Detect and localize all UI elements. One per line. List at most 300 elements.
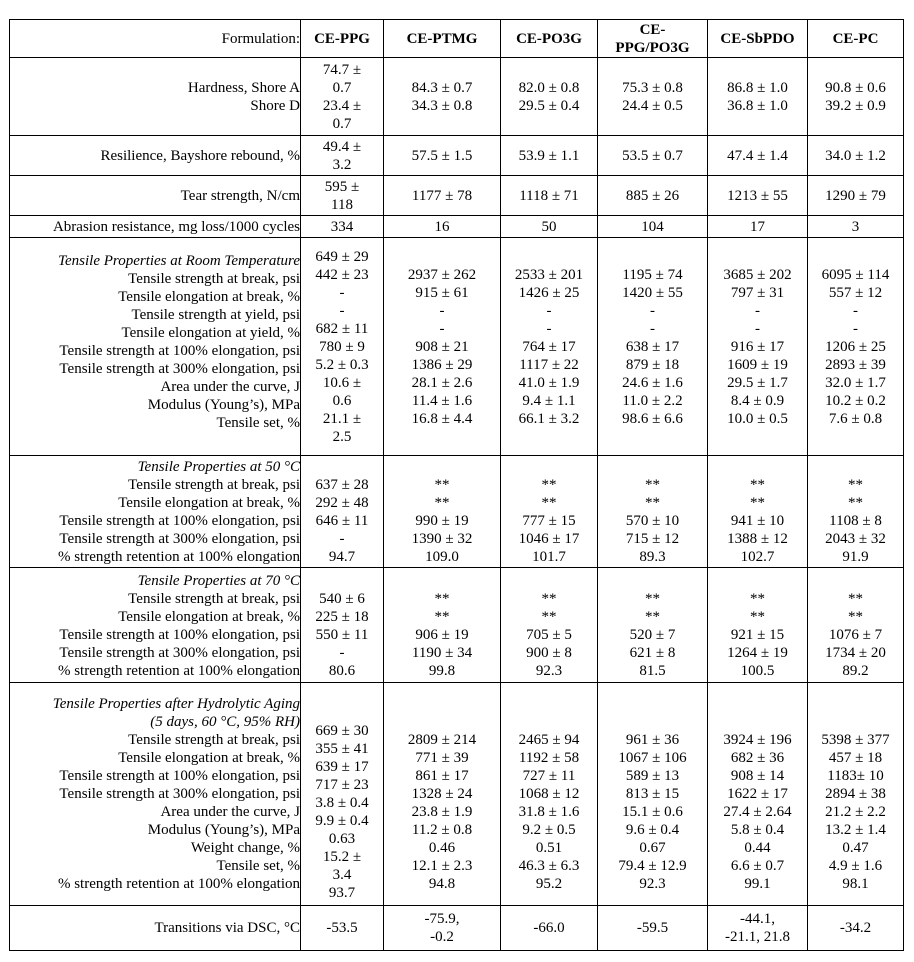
cell-value: 637 ± 28 — [315, 477, 369, 493]
row-label: Resilience, Bayshore rebound, % — [100, 147, 300, 164]
cell-value: 84.3 ± 0.7 — [411, 79, 473, 96]
row-label: % strength retention at 100% elongation — [57, 876, 300, 892]
cell-value: 23.8 ± 1.9 — [411, 804, 473, 820]
cell-ce-pc-formulation-header — [808, 20, 904, 58]
cell-value: 1190 ± 34 — [411, 645, 473, 661]
cell-value: 53.9 ± 1.1 — [518, 147, 580, 164]
cell-value: 1117 ± 22 — [519, 357, 579, 373]
cell-value: 1264 ± 19 — [727, 645, 788, 661]
cell-value: 570 ± 10 — [625, 513, 680, 529]
cell-value: 2809 ± 214 — [407, 732, 477, 748]
cell-ce-pc-tensile-room-temp — [808, 238, 904, 456]
cell-value: 11.0 ± 2.2 — [622, 393, 683, 409]
row-tensile-room-temp — [10, 238, 904, 456]
cell-value: 813 ± 15 — [625, 786, 680, 802]
cell-value: 0.7 — [332, 79, 352, 96]
cell-ce-sbpdo-tensile-70c — [708, 568, 808, 683]
cell-value: 89.3 — [639, 549, 666, 565]
cell-value: - — [853, 321, 858, 337]
cell-value: 292 ± 48 — [315, 495, 369, 511]
cell-value: 80.6 — [328, 663, 356, 679]
cell-value: - — [439, 321, 445, 337]
row-label: % strength retention at 100% elongation — [57, 549, 300, 565]
cell-value: 34.3 ± 0.8 — [411, 97, 473, 114]
cell-value: 50 — [541, 218, 557, 235]
cell-value: 916 ± 17 — [730, 339, 785, 355]
cell-value: ** — [434, 609, 450, 625]
row-label: Tensile strength at break, psi — [128, 477, 300, 493]
row-label: Hardness, Shore A — [187, 79, 300, 96]
cell-value: 797 ± 31 — [730, 285, 785, 301]
row-label: Modulus (Young’s), MPa — [147, 822, 300, 838]
cell-value: 3924 ± 196 — [723, 732, 792, 748]
cell-value: - — [339, 645, 345, 661]
cell-value: 5.2 ± 0.3 — [315, 357, 369, 373]
cell-value: 9.4 ± 1.1 — [522, 393, 576, 409]
cell-ce-ppg-formulation-header — [301, 20, 384, 58]
cell-value: 9.9 ± 0.4 — [315, 813, 369, 829]
row-tensile-50c — [10, 456, 904, 568]
cell-ce-sbpdo-hardness — [708, 58, 808, 136]
cell-value: 457 ± 18 — [828, 750, 883, 766]
cell-value: ** — [645, 477, 660, 493]
cell-value: - — [339, 303, 345, 319]
cell-value: 94.8 — [428, 876, 456, 892]
cell-value: - — [650, 321, 655, 337]
cell-value: -0.2 — [430, 929, 454, 945]
cell-value: 442 ± 23 — [315, 267, 369, 283]
cell-value: 17 — [750, 218, 765, 235]
cell-ce-sbpdo-tensile-50c — [708, 456, 808, 568]
label-cell-tensile-70c — [10, 568, 301, 683]
cell-value: ** — [645, 591, 660, 607]
cell-value: 36.8 ± 1.0 — [727, 97, 788, 114]
cell-value: 21.2 ± 2.2 — [825, 804, 886, 820]
cell-value: 94.7 — [328, 549, 356, 565]
cell-value: ** — [750, 495, 765, 511]
cell-ce-ppg-tensile-50c — [301, 456, 384, 568]
row-label: Area under the curve, J — [160, 379, 300, 395]
cell-ce-ppg-po3g-tensile-room-temp — [598, 238, 708, 456]
cell-value: 1734 ± 20 — [825, 645, 886, 661]
row-label: Tensile strength at 100% elongation, psi — [59, 768, 300, 784]
cell-value: 0.6 — [332, 393, 352, 409]
cell-ce-po3g-tear-strength — [501, 176, 598, 216]
cell-value: ** — [848, 609, 863, 625]
row-label: Tensile elongation at break, % — [118, 495, 300, 511]
cell-value: CE-PO3G — [516, 30, 582, 47]
cell-value: - — [755, 321, 760, 337]
row-label: Tensile strength at 100% elongation, psi — [59, 627, 300, 643]
cell-value: 75.3 ± 0.8 — [622, 79, 683, 96]
cell-value: 0.44 — [744, 840, 771, 856]
cell-ce-po3g-abrasion — [501, 216, 598, 238]
cell-value: 104 — [641, 218, 664, 235]
cell-value: 3685 ± 202 — [723, 267, 792, 283]
cell-value: 646 ± 11 — [315, 513, 369, 529]
label-cell-formulation-header — [10, 20, 301, 58]
cell-value: -34.2 — [839, 920, 872, 936]
cell-value: -66.0 — [533, 920, 565, 936]
cell-value: 557 ± 12 — [828, 285, 883, 301]
cell-value: -59.5 — [636, 920, 669, 936]
cell-value: ** — [434, 495, 450, 511]
cell-ce-sbpdo-tear-strength — [708, 176, 808, 216]
cell-value: 5398 ± 377 — [821, 732, 890, 748]
cell-ce-ppg-po3g-tensile-50c — [598, 456, 708, 568]
cell-value: 941 ± 10 — [730, 513, 785, 529]
cell-value: 27.4 ± 2.64 — [723, 804, 792, 820]
cell-value: 1195 ± 74 — [622, 267, 683, 283]
label-cell-tear-strength — [10, 176, 301, 216]
cell-ce-ppg-tensile-room-temp — [301, 238, 384, 456]
cell-value: 81.5 — [639, 663, 666, 679]
cell-value: 92.3 — [639, 876, 666, 892]
cell-value: 0.47 — [842, 840, 869, 856]
cell-value: -53.5 — [326, 920, 358, 936]
cell-value: 28.1 ± 2.6 — [411, 375, 473, 391]
row-label: Tensile strength at 100% elongation, psi — [59, 513, 300, 529]
cell-value: 0.46 — [428, 840, 456, 856]
cell-value: 915 ± 61 — [415, 285, 469, 301]
cell-value: -44.1, — [740, 911, 775, 927]
cell-value: 990 ± 19 — [415, 513, 469, 529]
cell-value: - — [546, 303, 552, 319]
cell-value: 861 ± 17 — [415, 768, 469, 784]
cell-value: ** — [750, 609, 765, 625]
row-label: Tensile strength at 300% elongation, psi — [59, 786, 300, 802]
cell-ce-ptmg-tensile-70c — [384, 568, 501, 683]
row-label: Tensile strength at break, psi — [128, 732, 300, 748]
row-label: Transitions via DSC, °C — [154, 920, 300, 936]
cell-value: 118 — [331, 196, 353, 213]
cell-value: 32.0 ± 1.7 — [825, 375, 886, 391]
cell-value: 1290 ± 79 — [825, 187, 886, 204]
row-label: % strength retention at 100% elongation — [57, 663, 300, 679]
cell-value: 47.4 ± 1.4 — [727, 147, 788, 164]
cell-value: 29.5 ± 1.7 — [727, 375, 788, 391]
cell-value: 715 ± 12 — [625, 531, 680, 547]
cell-value: ** — [541, 591, 557, 607]
cell-ce-pc-abrasion — [808, 216, 904, 238]
cell-value: 900 ± 8 — [526, 645, 572, 661]
cell-value: 10.2 ± 0.2 — [825, 393, 886, 409]
cell-value: 89.2 — [842, 663, 869, 679]
cell-ce-pc-hardness — [808, 58, 904, 136]
cell-value: 6.6 ± 0.7 — [730, 858, 785, 874]
cell-value: 3.2 — [332, 156, 352, 173]
cell-value: 53.5 ± 0.7 — [622, 147, 683, 164]
cell-value: 520 ± 7 — [629, 627, 676, 643]
cell-value: 1067 ± 106 — [618, 750, 687, 766]
cell-ce-sbpdo-formulation-header — [708, 20, 808, 58]
cell-ce-ppg-resilience — [301, 136, 384, 176]
cell-value: 1206 ± 25 — [825, 339, 886, 355]
cell-value: ** — [541, 609, 557, 625]
cell-value: 4.9 ± 1.6 — [828, 858, 883, 874]
cell-value: 95.2 — [535, 876, 563, 892]
cell-value: 99.1 — [744, 876, 771, 892]
cell-value: - — [853, 303, 858, 319]
row-label: Weight change, % — [190, 840, 300, 856]
row-label: Tensile elongation at break, % — [118, 609, 300, 625]
cell-value: 6095 ± 114 — [821, 267, 890, 283]
cell-value: ** — [645, 495, 660, 511]
cell-value: 3.8 ± 0.4 — [315, 795, 369, 811]
cell-ce-ptmg-tear-strength — [384, 176, 501, 216]
cell-value: 921 ± 15 — [730, 627, 785, 643]
cell-value: 1192 ± 58 — [518, 750, 580, 766]
cell-value: - — [339, 531, 345, 547]
cell-ce-po3g-tensile-hydrolytic-aging — [501, 683, 598, 906]
cell-ce-po3g-resilience — [501, 136, 598, 176]
cell-value: 2.5 — [332, 429, 352, 445]
cell-value: ** — [750, 477, 765, 493]
cell-ce-pc-dsc-transitions — [808, 906, 904, 951]
cell-value: 879 ± 18 — [625, 357, 680, 373]
cell-value: 24.6 ± 1.6 — [622, 375, 683, 391]
row-label: Tensile elongation at break, % — [118, 750, 300, 766]
cell-ce-ppg-abrasion — [301, 216, 384, 238]
cell-value: 0.7 — [332, 115, 352, 132]
cell-ce-ppg-po3g-formulation-header — [598, 20, 708, 58]
row-label: Tensile strength at 300% elongation, psi — [59, 361, 300, 377]
cell-value: 91.9 — [842, 549, 869, 565]
cell-value: 15.1 ± 0.6 — [622, 804, 683, 820]
cell-ce-ppg-dsc-transitions — [301, 906, 384, 951]
cell-value: 595 ± — [324, 178, 360, 195]
cell-value: 99.8 — [428, 663, 456, 679]
cell-value: 550 ± 11 — [315, 627, 369, 643]
cell-ce-ppg-po3g-dsc-transitions — [598, 906, 708, 951]
cell-value: 98.1 — [842, 876, 869, 892]
cell-ce-ppg-po3g-tensile-70c — [598, 568, 708, 683]
cell-value: 31.8 ± 1.6 — [518, 804, 580, 820]
cell-value: - — [650, 303, 655, 319]
row-label: Tensile Properties at 50 °C — [137, 459, 300, 475]
cell-value: 961 ± 36 — [625, 732, 680, 748]
cell-value: 885 ± 26 — [625, 187, 680, 204]
cell-ce-pc-tensile-70c — [808, 568, 904, 683]
cell-ce-sbpdo-abrasion — [708, 216, 808, 238]
cell-value: 0.63 — [328, 831, 356, 847]
cell-value: 2894 ± 38 — [825, 786, 886, 802]
cell-value: 101.7 — [532, 549, 566, 565]
row-tear-strength — [10, 176, 904, 216]
row-dsc-transitions — [10, 906, 904, 951]
cell-value: 10.0 ± 0.5 — [727, 411, 788, 427]
cell-ce-po3g-dsc-transitions — [501, 906, 598, 951]
label-cell-tensile-hydrolytic-aging — [10, 683, 301, 906]
cell-value: ** — [645, 609, 660, 625]
row-label: Abrasion resistance, mg loss/1000 cycles — [52, 218, 300, 235]
cell-ce-ptmg-abrasion — [384, 216, 501, 238]
row-label: (5 days, 60 °C, 95% RH) — [150, 714, 300, 730]
cell-value: 705 ± 5 — [526, 627, 572, 643]
cell-value: 79.4 ± 12.9 — [618, 858, 687, 874]
row-label: Tensile set, % — [216, 858, 300, 874]
row-label: Tensile strength at break, psi — [128, 271, 300, 287]
cell-value: 1609 ± 19 — [727, 357, 788, 373]
row-label: Tensile elongation at break, % — [118, 289, 300, 305]
cell-value: 780 ± 9 — [319, 339, 365, 355]
cell-value: 1420 ± 55 — [622, 285, 683, 301]
row-formulation-header — [10, 20, 904, 58]
cell-value: 2533 ± 201 — [514, 267, 584, 283]
cell-value: - — [339, 285, 345, 301]
cell-value: 669 ± 30 — [315, 723, 369, 739]
cell-value: 682 ± 11 — [315, 321, 369, 337]
cell-value: 0.51 — [535, 840, 563, 856]
cell-value: 49.4 ± — [322, 138, 362, 155]
cell-value: 355 ± 41 — [315, 741, 369, 757]
row-label: Tensile Properties at Room Temperature — [58, 253, 300, 269]
cell-ce-po3g-tensile-room-temp — [501, 238, 598, 456]
cell-value: 34.0 ± 1.2 — [825, 147, 886, 164]
cell-value: 727 ± 11 — [522, 768, 576, 784]
cell-value: 5.8 ± 0.4 — [730, 822, 785, 838]
cell-value: 8.4 ± 0.9 — [730, 393, 785, 409]
cell-value: 334 — [330, 218, 354, 235]
cell-value: 2937 ± 262 — [407, 267, 477, 283]
cell-value: CE-PC — [832, 30, 879, 47]
label-cell-hardness — [10, 58, 301, 136]
cell-value: 57.5 ± 1.5 — [411, 147, 473, 164]
cell-ce-ptmg-tensile-room-temp — [384, 238, 501, 456]
cell-ce-po3g-tensile-50c — [501, 456, 598, 568]
label-cell-abrasion — [10, 216, 301, 238]
cell-value: 1386 ± 29 — [411, 357, 473, 373]
cell-value: 1177 ± 78 — [411, 187, 473, 204]
cell-value: 1046 ± 17 — [518, 531, 580, 547]
cell-value: CE-PTMG — [406, 30, 478, 47]
cell-value: CE-SbPDO — [720, 30, 795, 47]
cell-ce-po3g-tensile-70c — [501, 568, 598, 683]
cell-value: 1068 ± 12 — [518, 786, 580, 802]
properties-table-container — [9, 19, 904, 951]
cell-value: ** — [750, 591, 765, 607]
cell-value: 24.4 ± 0.5 — [622, 97, 683, 114]
cell-value: 3 — [851, 218, 860, 235]
label-cell-tensile-50c — [10, 456, 301, 568]
cell-ce-ppg-tensile-70c — [301, 568, 384, 683]
cell-ce-pc-tear-strength — [808, 176, 904, 216]
cell-value: 1108 ± 8 — [829, 513, 882, 529]
cell-value: CE- — [639, 21, 666, 38]
cell-value: 639 ± 17 — [315, 759, 369, 775]
cell-value: 109.0 — [425, 549, 459, 565]
row-label: Tear strength, N/cm — [180, 187, 300, 204]
row-label: Tensile strength at 300% elongation, psi — [59, 645, 300, 661]
row-hardness — [10, 58, 904, 136]
row-label: Tensile strength at yield, psi — [131, 307, 300, 323]
cell-value: 2465 ± 94 — [518, 732, 580, 748]
cell-value: ** — [434, 591, 450, 607]
cell-ce-sbpdo-dsc-transitions — [708, 906, 808, 951]
row-label: Area under the curve, J — [160, 804, 300, 820]
cell-value: 621 ± 8 — [629, 645, 676, 661]
cell-value: 1328 ± 24 — [411, 786, 473, 802]
cell-value: 1118 ± 71 — [519, 187, 579, 204]
cell-ce-po3g-hardness — [501, 58, 598, 136]
row-abrasion — [10, 216, 904, 238]
cell-value: 9.2 ± 0.5 — [522, 822, 576, 838]
label-cell-resilience — [10, 136, 301, 176]
cell-value: 2043 ± 32 — [825, 531, 886, 547]
cell-value: 90.8 ± 0.6 — [825, 79, 886, 96]
cell-value: 1213 ± 55 — [727, 187, 788, 204]
cell-value: 908 ± 14 — [730, 768, 785, 784]
row-label: Tensile strength at break, psi — [128, 591, 300, 607]
cell-value: 102.7 — [740, 549, 775, 565]
cell-value: ** — [541, 495, 557, 511]
cell-value: CE-PPG — [314, 30, 370, 47]
label-cell-tensile-room-temp — [10, 238, 301, 456]
row-tensile-70c — [10, 568, 904, 683]
cell-ce-ppg-tensile-hydrolytic-aging — [301, 683, 384, 906]
cell-value: 82.0 ± 0.8 — [518, 79, 580, 96]
cell-value: 74.7 ± — [322, 61, 362, 78]
cell-ce-ptmg-formulation-header — [384, 20, 501, 58]
cell-value: 10.6 ± — [322, 375, 362, 391]
row-label: Formulation: — [221, 30, 300, 47]
cell-value: 1426 ± 25 — [518, 285, 580, 301]
cell-value: 638 ± 17 — [625, 339, 680, 355]
cell-ce-ppg-po3g-hardness — [598, 58, 708, 136]
cell-value: 29.5 ± 0.4 — [518, 97, 580, 114]
row-tensile-hydrolytic-aging — [10, 683, 904, 906]
cell-value: 16.8 ± 4.4 — [411, 411, 473, 427]
row-resilience — [10, 136, 904, 176]
cell-ce-ptmg-dsc-transitions — [384, 906, 501, 951]
cell-value: 771 ± 39 — [415, 750, 469, 766]
cell-value: 15.2 ± — [322, 849, 362, 865]
cell-value: 93.7 — [328, 885, 356, 901]
cell-value: 225 ± 18 — [315, 609, 369, 625]
cell-value: 0.67 — [639, 840, 666, 856]
cell-value: 540 ± 6 — [319, 591, 365, 607]
cell-value: 21.1 ± — [322, 411, 362, 427]
cell-value: 2893 ± 39 — [825, 357, 886, 373]
cell-value: 1390 ± 32 — [411, 531, 473, 547]
cell-value: 11.4 ± 1.6 — [411, 393, 473, 409]
cell-ce-ppg-po3g-tear-strength — [598, 176, 708, 216]
label-cell-dsc-transitions — [10, 906, 301, 951]
cell-value: 16 — [434, 218, 450, 235]
cell-value: 764 ± 17 — [522, 339, 576, 355]
row-label: Tensile Properties after Hydrolytic Aging — [52, 696, 300, 712]
row-label: Tensile strength at 100% elongation, psi — [59, 343, 300, 359]
cell-value: 908 ± 21 — [415, 339, 469, 355]
cell-value: 12.1 ± 2.3 — [411, 858, 473, 874]
cell-value: ** — [848, 591, 863, 607]
cell-value: 3.4 — [332, 867, 352, 883]
cell-value: 682 ± 36 — [730, 750, 785, 766]
cell-ce-ptmg-resilience — [384, 136, 501, 176]
cell-value: - — [546, 321, 552, 337]
cell-ce-ptmg-tensile-hydrolytic-aging — [384, 683, 501, 906]
row-label: Modulus (Young’s), MPa — [147, 397, 300, 413]
row-label: Shore D — [250, 97, 300, 114]
cell-value: -21.1, 21.8 — [725, 929, 790, 945]
results-table-body — [10, 20, 904, 951]
cell-value: ** — [541, 477, 557, 493]
cell-value: 41.0 ± 1.9 — [518, 375, 580, 391]
cell-value: 906 ± 19 — [415, 627, 469, 643]
cell-value: -75.9, — [424, 911, 460, 927]
cell-value: PPG/PO3G — [615, 39, 690, 56]
cell-value: 1388 ± 12 — [727, 531, 788, 547]
